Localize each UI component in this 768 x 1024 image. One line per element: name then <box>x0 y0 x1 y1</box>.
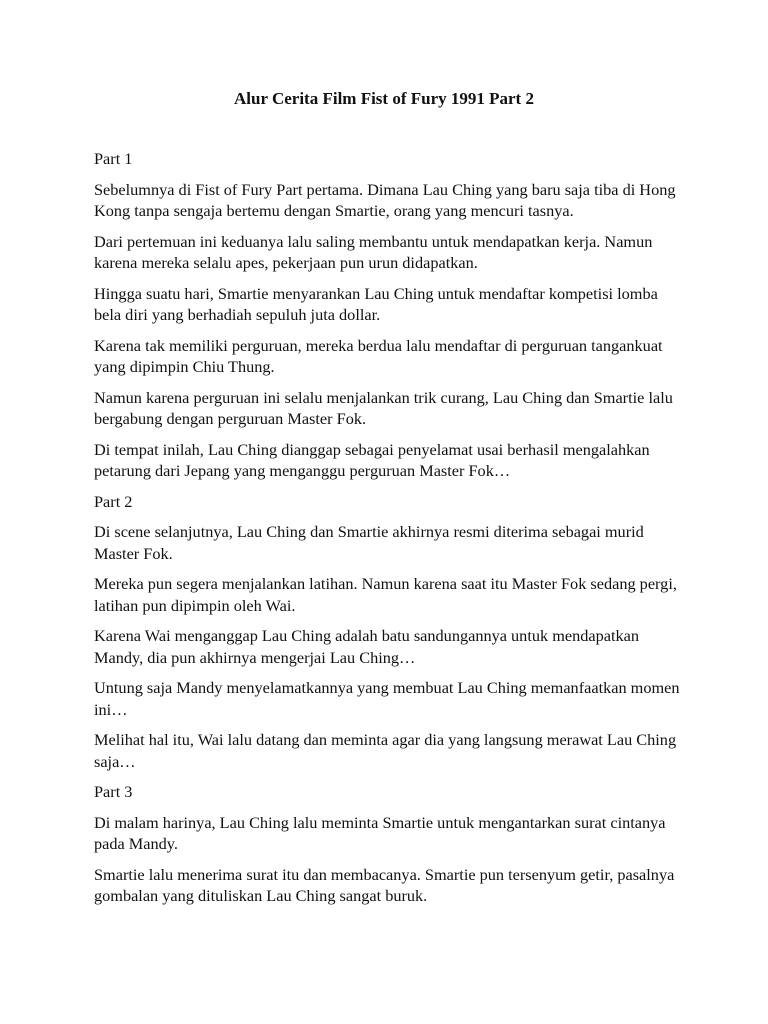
paragraph: Sebelumnya di Fist of Fury Part pertama. Dimana Lau Ching yang baru saja tiba di Hong Kong tanpa sengaja bertemu dengan Smartie, orang yang mencuri tasnya. <box>94 179 676 220</box>
paragraph: Di scene selanjutnya, Lau Ching dan Smartie akhirnya resmi diterima sebagai murid Master Fok. <box>94 522 644 563</box>
document-body <box>94 148 684 916</box>
paragraph: Di tempat inilah, Lau Ching dianggap sebagai penyelamat usai berhasil mengalahkan petarung dari Jepang yang menganggu perguruan Master Fok… <box>94 439 650 480</box>
section-heading-part-1: Part 1 <box>94 149 133 168</box>
page-title: Alur Cerita Film Fist of Fury 1991 Part 2 <box>234 89 534 108</box>
paragraph: Dari pertemuan ini keduanya lalu saling membantu untuk mendapatkan kerja. Namun karena mereka selalu apes, pekerjaan pun urun didapatkan. <box>94 231 653 272</box>
paragraph: Karena tak memiliki perguruan, mereka berdua lalu mendaftar di perguruan tangankuat yang dipimpin Chiu Thung. <box>94 335 663 376</box>
paragraph: Namun karena perguruan ini selalu menjalankan trik curang, Lau Ching dan Smartie lalu bergabung dengan perguruan Master Fok. <box>94 387 673 428</box>
section-heading-part-2: Part 2 <box>94 491 133 511</box>
paragraph: Mereka pun segera menjalankan latihan. Namun karena saat itu Master Fok sedang pergi, latihan pun dipimpin oleh Wai. <box>94 574 677 615</box>
paragraph: Smartie lalu menerima surat itu dan membacanya. Smartie pun tersenyum getir, pasalnya gombalan yang dituliskan Lau Ching sangat buruk. <box>94 864 675 905</box>
paragraph: Melihat hal itu, Wai lalu datang dan meminta agar dia yang langsung merawat Lau Ching saja… <box>94 730 677 771</box>
paragraph: Hingga suatu hari, Smartie menyarankan Lau Ching untuk mendaftar kompetisi lomba bela diri yang berhadiah sepuluh juta dollar. <box>94 283 658 324</box>
paragraph: Di malam harinya, Lau Ching lalu meminta Smartie untuk mengantarkan surat cintanya pada Mandy. <box>94 812 666 853</box>
paragraph: Karena Wai menganggap Lau Ching adalah batu sandungannya untuk mendapatkan Mandy, dia pun akhirnya mengerjai Lau Ching… <box>94 626 639 667</box>
section-heading-part-3: Part 3 <box>94 782 133 801</box>
paragraph: Untung saja Mandy menyelamatkannya yang membuat Lau Ching memanfaatkan momen ini… <box>94 678 680 719</box>
